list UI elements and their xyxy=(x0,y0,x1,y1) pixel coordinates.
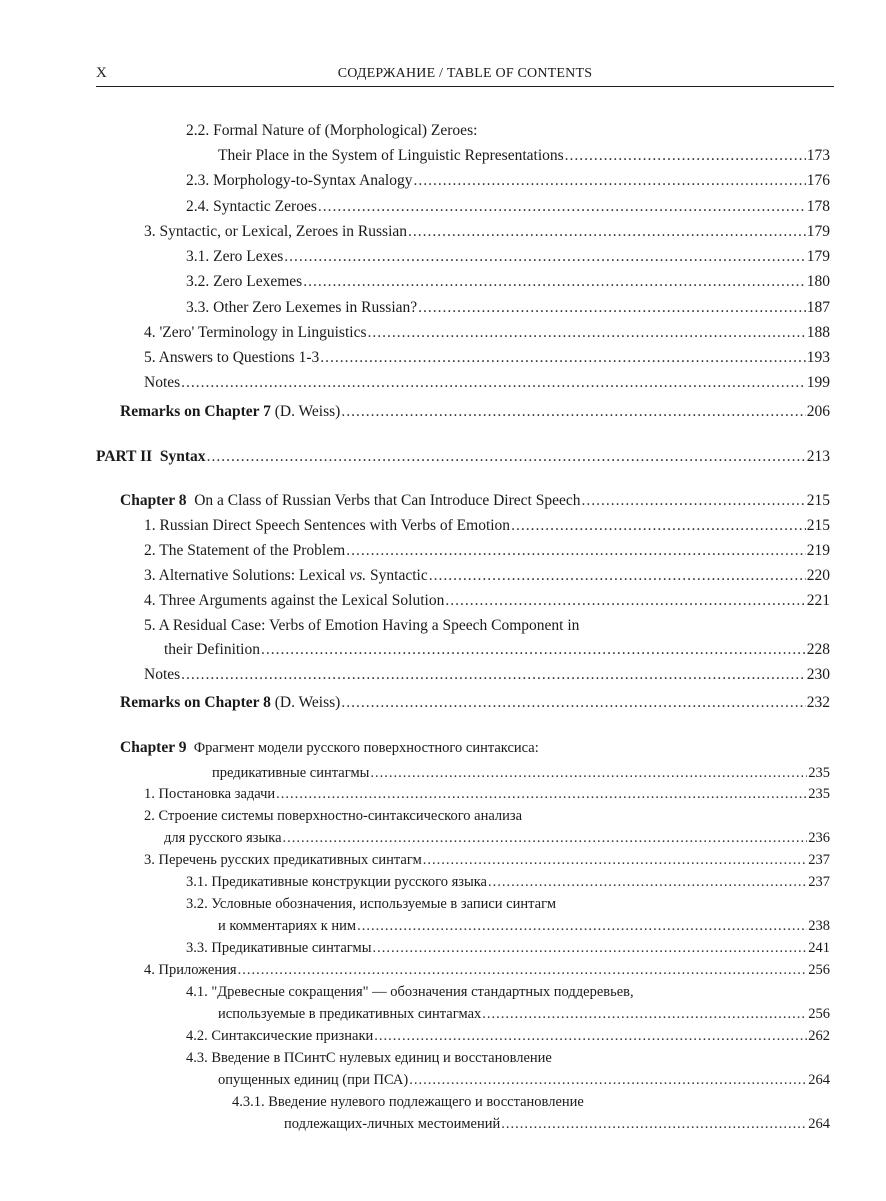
leader-dots xyxy=(346,540,806,562)
leader-dots xyxy=(482,1003,807,1025)
toc-entry-page: 220 xyxy=(806,567,830,584)
toc-entry-page: 193 xyxy=(806,349,830,366)
toc-entry-page: 179 xyxy=(806,248,830,265)
toc-entry-page: 221 xyxy=(806,592,830,609)
toc-entry xyxy=(144,565,830,587)
toc-entry-title: 5. Answers to Questions 1-3 xyxy=(144,349,320,366)
toc-entry-title: 3. Перечень русских предикативных синтагм xyxy=(144,852,422,868)
toc-entry xyxy=(144,783,830,805)
toc-entry-title: 4. 'Zero' Terminology in Linguistics xyxy=(144,324,367,341)
leader-dots xyxy=(303,271,806,293)
toc-entry-page: 188 xyxy=(806,324,830,341)
toc-entry xyxy=(144,372,830,394)
toc-entry-page: 176 xyxy=(806,172,830,189)
toc-entry xyxy=(144,590,830,612)
toc-entry-title: предикативные синтагмы xyxy=(212,765,370,781)
toc-entry-page: 264 xyxy=(808,1072,830,1088)
toc-entry-title: Фрагмент модели русского поверхностного синтаксиса: xyxy=(186,740,539,756)
toc-entry-title: и комментариях к ним xyxy=(218,918,357,934)
toc-entry-page: 256 xyxy=(808,962,830,978)
toc-entry-title: On a Class of Russian Verbs that Can Introduce Direct Speech xyxy=(186,492,581,509)
page-number-roman: X xyxy=(96,65,107,81)
leader-dots xyxy=(565,145,806,167)
toc-entry xyxy=(218,145,830,167)
toc-entry-page: 215 xyxy=(806,492,830,509)
leader-dots xyxy=(238,959,808,981)
toc-entry-text: 4.1. "Древесные сокращения" — обозначения стандартных поддеревьев, xyxy=(186,984,634,1000)
toc-entry-page: 236 xyxy=(808,830,830,846)
toc-entry xyxy=(120,401,830,423)
toc-entry xyxy=(144,347,830,369)
leader-dots xyxy=(408,221,806,243)
leader-dots xyxy=(501,1113,807,1135)
leader-dots xyxy=(181,664,806,686)
toc-entry-title: 3.1. Zero Lexes xyxy=(186,248,284,265)
toc-entry-title: 1. Russian Direct Speech Sentences with Verbs of Emotion xyxy=(144,517,511,534)
leader-dots xyxy=(357,915,807,937)
leader-dots xyxy=(581,490,805,512)
toc-entry xyxy=(186,271,830,293)
toc-entry-page: 213 xyxy=(806,448,830,465)
leader-dots xyxy=(341,401,805,423)
leader-dots xyxy=(445,590,805,612)
toc-entry xyxy=(164,827,830,849)
toc-entry-page: 206 xyxy=(806,403,830,420)
toc-entry xyxy=(144,540,830,562)
toc-entry-text: 4.3. Введение в ПСинтС нулевых единиц и восстановление xyxy=(186,1050,552,1066)
toc-entry-text: 2.2. Formal Nature of (Morphological) Zeroes: xyxy=(186,122,478,139)
toc-entry-title: (D. Weiss) xyxy=(270,694,341,711)
leader-dots xyxy=(511,515,806,537)
toc-entry-page: 237 xyxy=(808,852,830,868)
toc-chapter-entry xyxy=(120,490,830,512)
toc-entry-title: their Definition xyxy=(164,641,260,658)
leader-dots xyxy=(276,783,807,805)
toc-entry xyxy=(120,692,830,714)
toc-entry-title: Notes xyxy=(144,666,181,683)
toc-entry-page: 219 xyxy=(806,542,830,559)
leader-dots xyxy=(181,372,806,394)
leader-dots xyxy=(318,196,806,218)
toc-entry-title: 4. Three Arguments against the Lexical Solution xyxy=(144,592,445,609)
leader-dots xyxy=(284,246,805,268)
toc-entry xyxy=(144,515,830,537)
leader-dots xyxy=(413,170,805,192)
toc-entry xyxy=(144,959,830,981)
toc-entry-page: 235 xyxy=(808,765,830,781)
toc-entry-page: 232 xyxy=(806,694,830,711)
leader-dots xyxy=(207,446,806,468)
leader-dots xyxy=(261,639,806,661)
toc-entry-text: 4.3.1. Введение нулевого подлежащего и восстановление xyxy=(232,1094,584,1110)
toc-entry-title: 2.3. Morphology-to-Syntax Analogy xyxy=(186,172,413,189)
toc-entry xyxy=(186,170,830,192)
leader-dots xyxy=(370,762,807,784)
running-header xyxy=(96,64,834,87)
toc-entry-title: 4.2. Синтаксические признаки xyxy=(186,1028,374,1044)
toc-entry-title: 3.1. Предикативные конструкции русского языка xyxy=(186,874,487,890)
toc-entry-italic: vs. xyxy=(349,567,367,584)
toc-entry-page: 230 xyxy=(806,666,830,683)
running-title: СОДЕРЖАНИЕ / TABLE OF CONTENTS xyxy=(337,66,593,81)
toc-entry-bold-title: Remarks on Chapter 8 xyxy=(120,694,271,711)
toc-entry-page: 228 xyxy=(806,641,830,658)
toc-entry xyxy=(284,1113,830,1135)
toc-entry-title: 3.2. Zero Lexemes xyxy=(186,273,303,290)
leader-dots xyxy=(423,849,807,871)
toc-entry xyxy=(144,849,830,871)
toc-entry-title: 3. Syntactic, or Lexical, Zeroes in Russian xyxy=(144,223,408,240)
leader-dots xyxy=(418,297,806,319)
leader-dots xyxy=(367,322,805,344)
toc-entry-text: 3.2. Условные обозначения, используемые в записи синтагм xyxy=(186,896,556,912)
toc-entry-title: Syntactic xyxy=(366,567,428,584)
toc-entry-title: используемые в предикативных синтагмах xyxy=(218,1006,482,1022)
toc-entry-page: 237 xyxy=(808,874,830,890)
toc-entry-page: 178 xyxy=(806,198,830,215)
toc-entry xyxy=(164,639,830,661)
toc-entry-page: 179 xyxy=(806,223,830,240)
chapter-label: Chapter 9 xyxy=(120,739,187,756)
toc-entry-title: 3. Alternative Solutions: Lexical xyxy=(144,567,350,584)
toc-entry xyxy=(218,1003,830,1025)
toc-entry-page: 241 xyxy=(808,940,830,956)
toc-entry-title: 3.3. Other Zero Lexemes in Russian? xyxy=(186,299,418,316)
toc-entry-page: 187 xyxy=(806,299,830,316)
toc-entry-text: 5. A Residual Case: Verbs of Emotion Having a Speech Component in xyxy=(144,617,580,634)
toc-entry-title: 2.4. Syntactic Zeroes xyxy=(186,198,317,215)
toc-entry-page: 262 xyxy=(808,1028,830,1044)
leader-dots xyxy=(283,827,808,849)
toc-entry-title: 2. The Statement of the Problem xyxy=(144,542,346,559)
toc-entry xyxy=(186,871,830,893)
toc-entry-page: 264 xyxy=(808,1116,830,1132)
toc-entry-title: подлежащих-личных местоимений xyxy=(284,1116,501,1132)
toc-entry xyxy=(186,246,830,268)
toc-entry-title: Their Place in the System of Linguistic Representations xyxy=(218,147,564,164)
leader-dots xyxy=(488,871,807,893)
toc-entry xyxy=(218,915,830,937)
toc-entry-title: для русского языка xyxy=(164,830,282,846)
toc-entry-title: 3.3. Предикативные синтагмы xyxy=(186,940,372,956)
toc-entry-page: 256 xyxy=(808,1006,830,1022)
toc-entry-title: 1. Постановка задачи xyxy=(144,786,276,802)
toc-entry-title: Notes xyxy=(144,374,181,391)
leader-dots xyxy=(429,565,806,587)
leader-dots xyxy=(374,1025,807,1047)
leader-dots xyxy=(341,692,805,714)
toc-entry-bold-title: Remarks on Chapter 7 xyxy=(120,403,271,420)
toc-entry xyxy=(144,322,830,344)
toc-entry-page: 199 xyxy=(806,374,830,391)
leader-dots xyxy=(320,347,806,369)
leader-dots xyxy=(409,1069,807,1091)
toc-chapter-entry xyxy=(120,737,539,759)
toc-entry-page: 238 xyxy=(808,918,830,934)
toc-entry-text: 2. Строение системы поверхностно-синтаксического анализа xyxy=(144,808,523,824)
toc-entry xyxy=(218,1069,830,1091)
part-title: PART II Syntax xyxy=(96,448,206,465)
toc-entry xyxy=(186,297,830,319)
leader-dots xyxy=(372,937,807,959)
toc-entry-title: (D. Weiss) xyxy=(270,403,341,420)
toc-entry-title: 4. Приложения xyxy=(144,962,237,978)
toc-part-entry xyxy=(96,446,830,468)
toc-entry xyxy=(144,664,830,686)
chapter-label: Chapter 8 xyxy=(120,492,187,509)
toc-entry xyxy=(212,762,830,784)
toc-entry xyxy=(186,937,830,959)
toc-entry xyxy=(186,1025,830,1047)
toc-entry-page: 180 xyxy=(806,273,830,290)
toc-entry-page: 235 xyxy=(808,786,830,802)
toc-entry-title: опущенных единиц (при ПСА) xyxy=(218,1072,409,1088)
toc-entry-page: 173 xyxy=(806,147,830,164)
toc-entry xyxy=(144,221,830,243)
toc-entry-page: 215 xyxy=(806,517,830,534)
toc-entry xyxy=(186,196,830,218)
